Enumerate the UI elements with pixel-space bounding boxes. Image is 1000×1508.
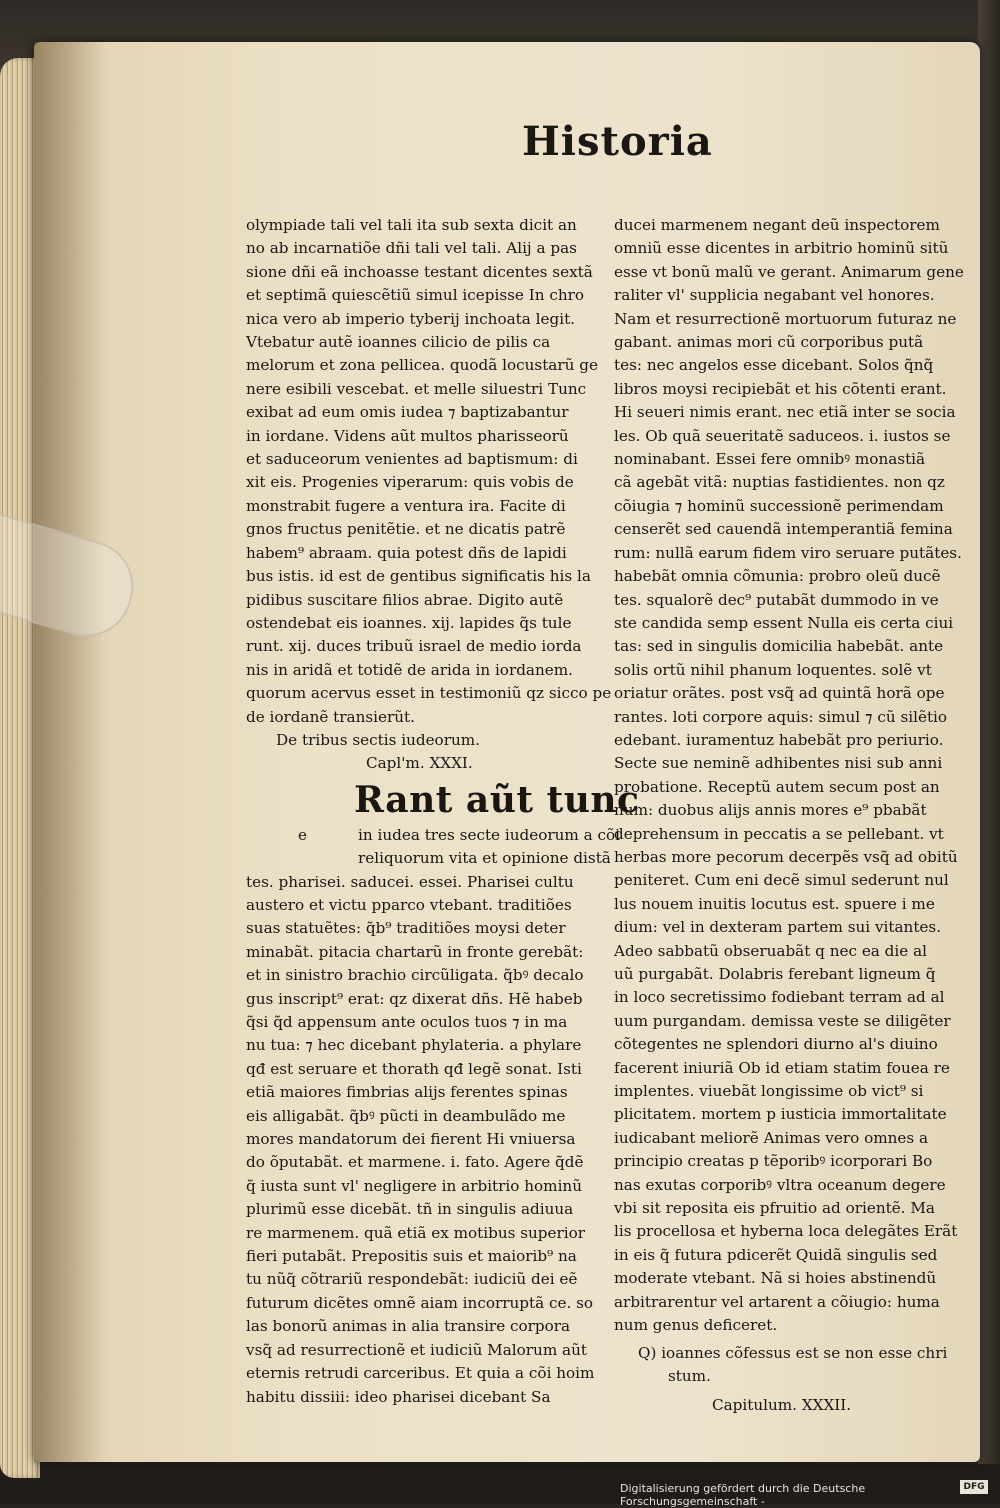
text-line: q̃si q̃d appensum ante oculos tuos ⁊ in ma [246, 1013, 568, 1031]
text-line: eternis retrudi carceribus. Et quia a cõi hoim [246, 1364, 595, 1383]
text-line: uũ purgabãt. Dolabris ferebant ligneum q̃ [614, 965, 936, 983]
text-line: cõtegentes ne splendori diurno al's diuino [614, 1035, 938, 1054]
text-line: habitu dissiii: ideo pharisei dicebant Sa [246, 1387, 551, 1406]
text-line: minabãt. pitacia chartarũ in fronte gerebãt: [246, 942, 584, 961]
text-line: oriatur orãtes. post vsq̃ ad quintã horã ope [614, 684, 945, 703]
text-line: tas: sed in singulis domicilia habebãt. ante [614, 637, 944, 656]
text-line: gus inscript⁹ erat: qz dixerat dñs. Hẽ habeb [246, 989, 583, 1008]
text-line: plurimũ esse dicebãt. tñ in singulis adiuua [246, 1200, 574, 1219]
text-line: qđ est seruare et thorath qđ legẽ sonat. Isti [246, 1059, 582, 1078]
text-line: de iordanẽ transierũt. [246, 707, 415, 726]
text-line: re marmenem. quã etiã ex motibus superior [246, 1223, 586, 1242]
text-line: runt. xij. duces tribuũ israel de medio iorda [246, 637, 582, 656]
text-line: probatione. Receptũ autem secum post an [614, 777, 940, 796]
rubric-line-1: Q) ioannes cõfessus est se non esse chri [638, 1343, 948, 1362]
right-column-lines [614, 214, 964, 1338]
rubric-line-2: stum. [668, 1366, 711, 1385]
text-line: esse vt bonũ malũ ve gerant. Animarum gene [614, 262, 964, 281]
text-line: gabant. animas mori cũ corporibus putã [614, 333, 924, 352]
text-line: num: duobus alijs annis mores e⁹ pbabãt [614, 801, 927, 820]
text-line: olympiade tali vel tali ita sub sexta dicit an [246, 216, 577, 234]
text-line: lus nouem inuitis locutus est. spuere i me [614, 894, 935, 913]
text-line: futurum dicẽtes omnẽ aiam incorruptã ce. so [246, 1293, 594, 1312]
text-line: rum: nullã earum fidem viro seruare putãtes. [614, 543, 962, 562]
text-line: tu nũq̃ cõtrariũ respondebãt: iudiciũ dei eẽ [246, 1270, 578, 1289]
text-line: eis alligabãt. q̃bꝰ pũcti in deambulãdo me [246, 1106, 566, 1125]
background-right [978, 0, 1000, 1504]
left-column-lines-a [246, 214, 612, 729]
text-line: habebãt omnia cõmunia: probro oleũ ducẽ [614, 567, 941, 586]
text-line: nica vero ab imperio tyberij inchoata legit. [246, 309, 576, 328]
section-rubric: De tribus sectis iudeorum. [276, 730, 480, 749]
left-text-column [246, 214, 640, 1409]
text-line: ste candida semp essent Nulla eis certa ciui [614, 613, 954, 632]
text-line: solis ortũ nihil phanum loquentes. solẽ vt [614, 660, 932, 679]
chapter-heading: Capl'm. XXXI. [366, 754, 473, 773]
right-text-column [614, 214, 964, 1418]
text-line: omniũ esse dicentes in arbitrio hominũ sitũ [614, 239, 949, 258]
guide-letter: e [298, 825, 307, 844]
text-line: pidibus suscitare filios abrae. Digito autẽ [246, 590, 564, 609]
text-line: tes. pharisei. saducei. essei. Pharisei cultu [246, 872, 574, 891]
text-line: in loco secretissimo fodiebant terram ad al [614, 988, 945, 1007]
text-line: nas exutas corporibꝰ vltra oceanum degere [614, 1175, 946, 1194]
running-head: Historia [522, 118, 713, 165]
dfg-logo: DFG [960, 1480, 988, 1494]
footer-credit: Digitalisierung gefördert durch die Deutsche Forschungsgemeinschaft - [620, 1482, 866, 1508]
text-line: suas statuẽtes: q̃b⁹ traditiões moysi deter [246, 919, 566, 938]
text-line: Vtebatur autẽ ioannes cilicio de pilis ca [246, 333, 551, 352]
text-line: in eis q̃ futura pdicerẽt Quidã singulis sed [614, 1245, 938, 1264]
text-line: monstrabit fugere a ventura ira. Facite di [246, 496, 566, 515]
text-line: do õputabãt. et marmene. i. fato. Agere q̃dẽ [246, 1153, 584, 1172]
text-line: no ab incarnatiõe dñi tali vel tali. Alij a pas [246, 239, 577, 258]
text-line: implentes. viuebãt longissime ob vict⁹ si [614, 1082, 924, 1101]
text-line: censerẽt sed cauendã intemperantiã femina [614, 520, 953, 539]
text-line: fieri putabãt. Prepositis suis et maiorib⁹ na [246, 1247, 577, 1266]
text-line: et septimã quiescẽtiũ simul icepisse In chro [246, 286, 585, 305]
text-line: et in sinistro brachio circũligata. q̃bꝰ decalo [246, 966, 584, 985]
text-line: vbi sit reposita eis pfruitio ad orientẽ. Ma [614, 1199, 935, 1218]
text-line: in iordane. Videns aũt multos pharisseorũ [246, 426, 569, 445]
text-line: edebant. iuramentuz habebãt pro periurio. [614, 730, 944, 749]
text-line: quorum acervus esset in testimoniũ qz sicco pe [246, 684, 612, 703]
text-line: nu tua: ⁊ hec dicebant phylateria. a phylare [246, 1036, 582, 1055]
text-line: libros moysi recipiebãt et his cõtenti erant. [614, 379, 947, 398]
text-line: uum purgandam. demissa veste se diligẽter [614, 1011, 951, 1030]
text-line: lis procellosa et hyberna loca delegãtes Erãt [614, 1222, 958, 1241]
text-line: bus istis. id est de gentibus significatis his la [246, 567, 591, 586]
text-line: facerent iniuriã Ob id etiam statim fouea re [614, 1058, 950, 1077]
chapter-opening-line: Rant aũt tunc [354, 778, 640, 821]
text-line: etiã maiores fimbrias alijs ferentes spinas [246, 1083, 568, 1102]
text-line: xit eis. Progenies viperarum: quis vobis de [246, 473, 574, 492]
left-column-lines-b [246, 871, 602, 1409]
gutter-shadow [34, 42, 104, 1462]
text-line: cõiugia ⁊ hominũ successionẽ perimendam [614, 496, 944, 515]
text-line: reliquorum vita et opinione distã [358, 849, 611, 868]
text-line: nominabant. Essei fere omnibꝰ monastiã [614, 450, 926, 469]
text-line: ostendebat eis ioannes. xij. lapides q̃s tule [246, 613, 572, 632]
text-line: peniteret. Cum eni decẽ simul sederunt nul [614, 871, 949, 890]
indented-block [246, 824, 621, 871]
text-line: Secte sue neminẽ adhibentes nisi sub anni [614, 754, 943, 773]
text-line: Adeo sabbatũ obseruabãt q nec ea die al [614, 941, 927, 960]
chapter-heading-next: Capitulum. XXXII. [712, 1396, 852, 1415]
text-line: in iudea tres secte iudeorum a cõi [358, 825, 621, 844]
text-line: vsq̃ ad resurrectionẽ et iudiciũ Malorum aũt [246, 1340, 587, 1359]
text-line: q̃ iusta sunt vl' negligere in arbitrio hominũ [246, 1176, 582, 1195]
text-line: les. Ob quã seueritatẽ saduceos. i. iustos se [614, 426, 951, 445]
text-line: herbas more pecorum decerpẽs vsq̃ ad obitũ [614, 847, 958, 866]
text-line: nis in aridã et totidẽ de arida in iordanem. [246, 660, 573, 679]
text-line: mores mandatorum dei fierent Hi vniuersa [246, 1130, 576, 1149]
text-line: gnos fructus penitẽtie. et ne dicatis patrẽ [246, 520, 566, 539]
text-line: tes. squalorẽ dec⁹ putabãt dummodo in ve [614, 590, 939, 609]
text-line: iudicabant meliorẽ Animas vero omnes a [614, 1128, 929, 1147]
text-line: las bonorũ animas in alia transire corpora [246, 1317, 571, 1336]
text-line: nere esibili vescebat. et melle siluestri Tunc [246, 379, 587, 398]
text-line: rantes. loti corpore aquis: simul ⁊ cũ silẽtio [614, 707, 948, 726]
text-line: moderate vtebant. Nã si hoies abstinendũ [614, 1269, 937, 1288]
text-line: melorum et zona pellicea. quodã locustarũ ge [246, 356, 598, 375]
text-line: principio creatas p tẽporibꝰ icorporari Bo [614, 1152, 933, 1171]
text-line: raliter vl' supplicia negabant vel honores. [614, 286, 935, 305]
text-line: ducei marmenem negant deũ inspectorem [614, 216, 940, 234]
text-line: habem⁹ abraam. quia potest dñs de lapidi [246, 543, 567, 562]
text-line: tes: nec angelos esse dicebant. Solos q̃nq̃ [614, 356, 934, 375]
text-line: Hi seueri nimis erant. nec etiã inter se socia [614, 403, 956, 422]
text-line: deprehensum in peccatis a se pellebant. vt [614, 824, 944, 843]
text-line: cã agebãt vitã: nuptias fastidientes. non qz [614, 473, 945, 492]
text-line: num genus deficeret. [614, 1316, 778, 1335]
text-line: arbitrarentur vel artarent a cõiugio: huma [614, 1292, 940, 1311]
text-line: et saduceorum venientes ad baptismum: di [246, 450, 578, 469]
text-line: dium: vel in dexteram partem sui vitantes. [614, 918, 942, 937]
text-line: austero et victu pparco vtebant. traditiões [246, 895, 572, 914]
text-line: sione dñi eã inchoasse testant dicentes sextã [246, 262, 593, 281]
text-line: plicitatem. mortem p iusticia immortalitate [614, 1105, 947, 1124]
text-line: Nam et resurrectionẽ mortuorum futuraz ne [614, 309, 957, 328]
text-line: exibat ad eum omis iudea ⁊ baptizabantur [246, 403, 569, 422]
